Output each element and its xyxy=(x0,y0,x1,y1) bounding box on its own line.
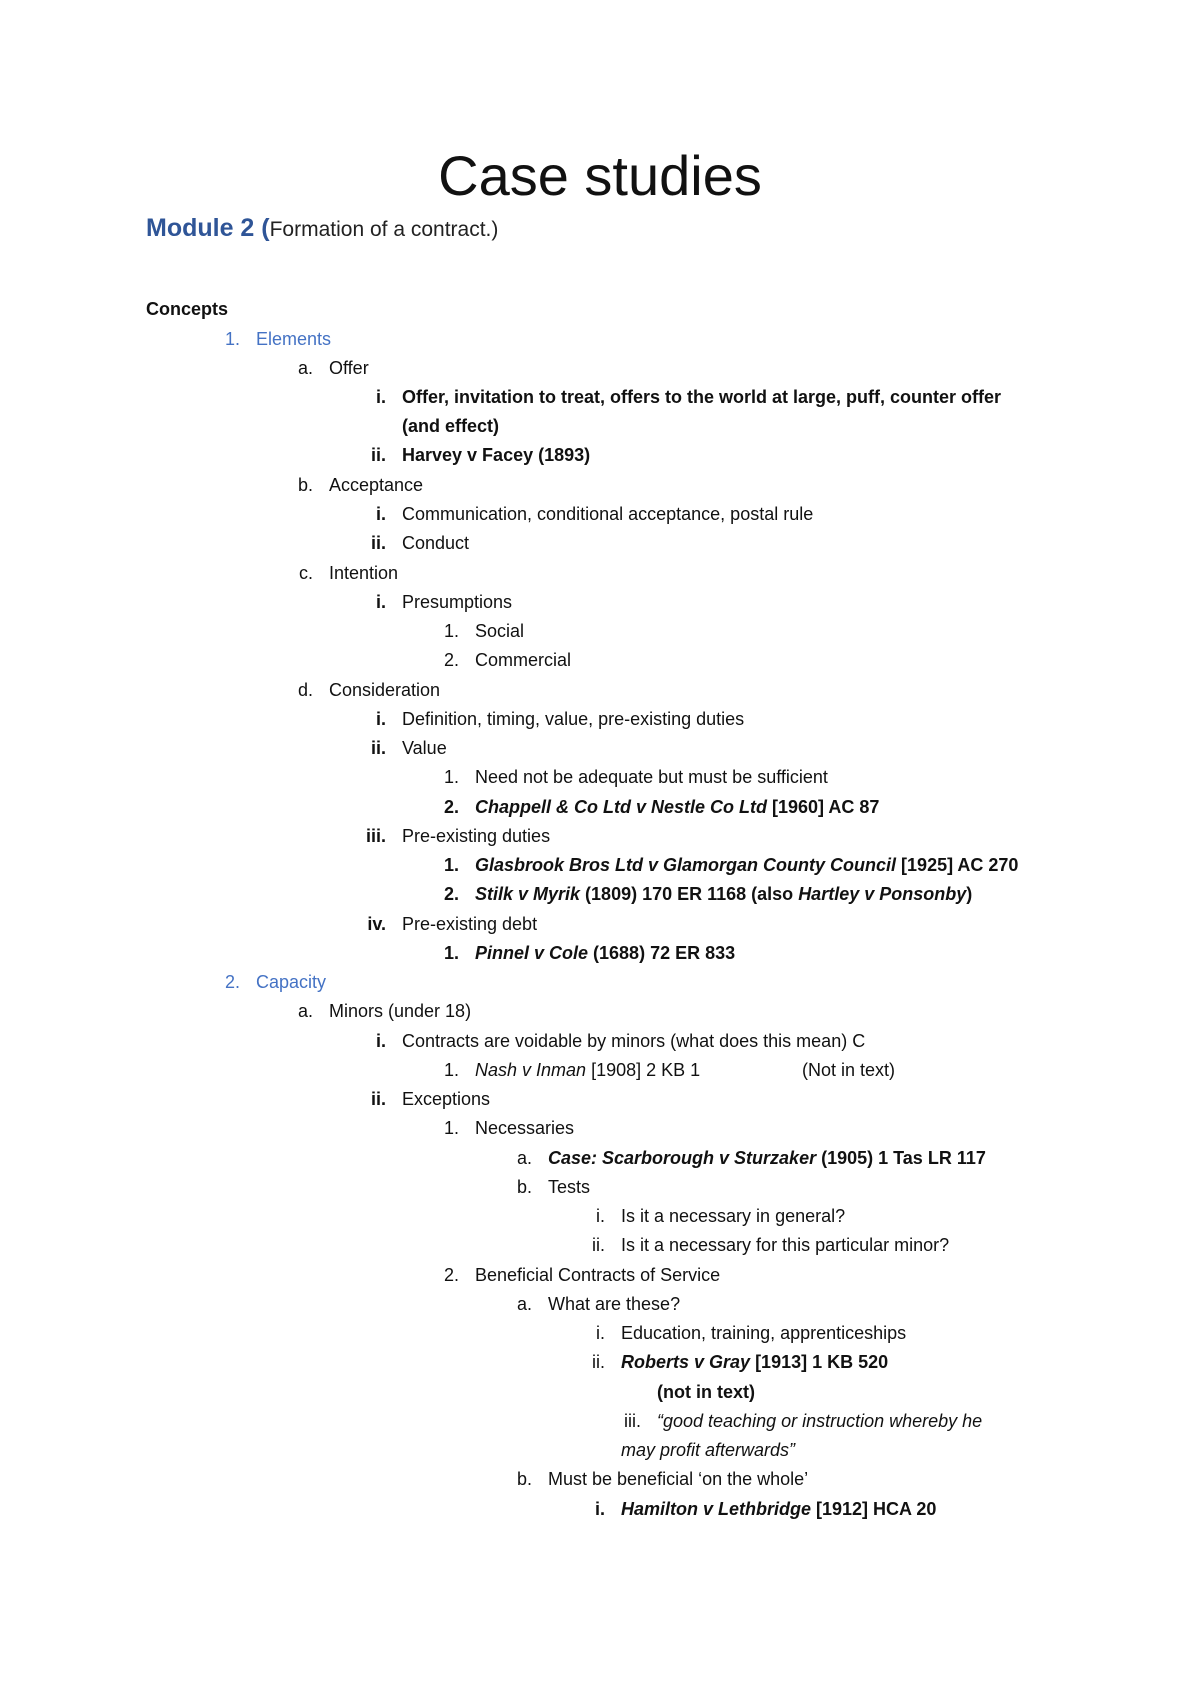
list-marker: b. xyxy=(516,1177,532,1197)
outline-item xyxy=(596,1202,846,1231)
page-title: Case studies xyxy=(438,144,762,207)
outline-text: Presumptions xyxy=(402,592,513,612)
outline-item xyxy=(443,851,1019,880)
outline-item xyxy=(624,1407,983,1436)
concepts-heading: Concepts xyxy=(146,299,229,319)
outline-item xyxy=(621,1436,795,1465)
outline-item xyxy=(594,1495,937,1524)
outline-text: Offer, invitation to treat, offers to the world at large, puff, counter offer xyxy=(402,387,1002,407)
outline-text: Pre-existing debt xyxy=(402,914,538,934)
outline-item xyxy=(443,646,572,675)
list-marker: 1. xyxy=(443,943,459,963)
outline-text: What are these? xyxy=(548,1294,681,1314)
outline-item xyxy=(443,1261,721,1290)
outline-text: Value xyxy=(402,738,447,758)
outline-text: Must be beneficial ‘on the whole’ xyxy=(548,1469,809,1489)
outline-text: may profit afterwards” xyxy=(621,1440,796,1460)
outline-text: Consideration xyxy=(329,680,441,700)
outline-item xyxy=(367,910,538,939)
outline-text: Offer xyxy=(329,358,369,378)
outline-text: (1688) 72 ER 833 xyxy=(588,943,736,963)
outline-text: Hartley v Ponsonby xyxy=(798,884,967,904)
outline-item xyxy=(516,1144,986,1173)
list-marker: a. xyxy=(516,1148,532,1168)
outline-text: [1960] AC 87 xyxy=(767,797,880,817)
list-marker: 2. xyxy=(443,797,459,817)
outline-item xyxy=(375,383,1002,412)
outline-item xyxy=(297,354,369,383)
outline-text: [1908] 2 KB 1 xyxy=(586,1060,701,1080)
list-marker: i. xyxy=(375,387,386,407)
list-marker: i. xyxy=(594,1499,605,1519)
outline-item xyxy=(402,412,499,441)
list-marker: d. xyxy=(297,680,313,700)
outline-item xyxy=(375,500,814,529)
outline-text: Education, training, apprenticeships xyxy=(621,1323,907,1343)
list-marker: 2. xyxy=(443,650,459,670)
outline-text: Contracts are voidable by minors (what does this mean) C xyxy=(402,1031,866,1051)
outline-item xyxy=(443,1114,575,1143)
list-marker: 1. xyxy=(224,329,240,349)
outline-text: Chappell & Co Ltd v Nestle Co Ltd xyxy=(475,797,768,817)
outline-text: Acceptance xyxy=(329,475,424,495)
list-marker: i. xyxy=(375,709,386,729)
outline-item xyxy=(592,1348,889,1377)
outline-text: Exceptions xyxy=(402,1089,491,1109)
outline-text: Definition, timing, value, pre-existing duties xyxy=(402,709,745,729)
outline-item xyxy=(224,968,327,997)
list-marker: a. xyxy=(297,1001,313,1021)
list-marker: iii. xyxy=(624,1411,641,1431)
outline-item xyxy=(297,471,424,500)
outline-text: [1925] AC 270 xyxy=(896,855,1019,875)
outline-text: Case: Scarborough v Sturzaker xyxy=(548,1148,817,1168)
outline-text: Conduct xyxy=(402,533,470,553)
list-marker: 1. xyxy=(443,767,459,787)
list-marker: i. xyxy=(375,1031,386,1051)
outline-text: (1809) 170 ER 1168 (also xyxy=(580,884,799,904)
outline-text: (not in text) xyxy=(657,1382,755,1402)
outline-item xyxy=(657,1378,755,1407)
outline-item xyxy=(370,441,591,470)
outline-item xyxy=(298,559,399,588)
outline-item xyxy=(802,1056,895,1085)
outline-text: (and effect) xyxy=(402,416,500,436)
list-marker: ii. xyxy=(370,1089,386,1109)
outline-text: (1905) 1 Tas LR 117 xyxy=(816,1148,986,1168)
list-marker: 2. xyxy=(443,1265,459,1285)
outline-item xyxy=(516,1290,681,1319)
outline-item xyxy=(370,1085,491,1114)
list-marker: 2. xyxy=(443,884,459,904)
outline-text: [1913] 1 KB 520 xyxy=(750,1352,889,1372)
outline-item xyxy=(443,793,880,822)
outline-text: Tests xyxy=(548,1177,591,1197)
module-subtitle: Formation of a contract.) xyxy=(269,218,499,241)
outline-text: Capacity xyxy=(256,972,327,992)
outline-item xyxy=(443,617,525,646)
outline-text: (Not in text) xyxy=(802,1060,896,1080)
outline-item xyxy=(375,588,513,617)
list-marker: 1. xyxy=(443,621,459,641)
outline-text: Intention xyxy=(329,563,399,583)
outline-item xyxy=(224,325,332,354)
outline-item xyxy=(297,676,441,705)
module-heading xyxy=(146,211,498,247)
outline-text: Pre-existing duties xyxy=(402,826,551,846)
list-marker: 1. xyxy=(443,1060,459,1080)
list-marker: a. xyxy=(516,1294,532,1314)
list-marker: b. xyxy=(516,1469,532,1489)
list-marker: i. xyxy=(375,592,386,612)
outline-text: ) xyxy=(966,884,973,904)
outline-text: Commercial xyxy=(475,650,572,670)
list-marker: ii. xyxy=(370,445,386,465)
outline-text: Stilk v Myrik xyxy=(475,884,581,904)
list-marker: ii. xyxy=(370,533,386,553)
outline-text: Communication, conditional acceptance, postal rule xyxy=(402,504,814,524)
outline-item xyxy=(596,1319,907,1348)
list-marker: b. xyxy=(297,475,313,495)
outline-item xyxy=(443,763,828,792)
outline-text: Beneficial Contracts of Service xyxy=(475,1265,721,1285)
outline-text: Elements xyxy=(256,329,332,349)
outline-item xyxy=(443,1056,701,1085)
outline-item xyxy=(297,997,472,1026)
outline-text: Nash v Inman xyxy=(475,1060,587,1080)
list-marker: ii. xyxy=(592,1235,605,1255)
list-marker: 1. xyxy=(443,1118,459,1138)
module-label: Module 2 ( xyxy=(146,214,270,242)
outline-text: Hamilton v Lethbridge xyxy=(621,1499,812,1519)
outline-text: Harvey v Facey (1893) xyxy=(402,445,591,465)
outline-text: Pinnel v Cole xyxy=(475,943,589,963)
list-marker: ii. xyxy=(592,1352,605,1372)
list-marker: i. xyxy=(596,1323,605,1343)
outline-text: Roberts v Gray xyxy=(621,1352,751,1372)
outline-text: Social xyxy=(475,621,525,641)
outline-item xyxy=(516,1465,809,1494)
outline-item xyxy=(516,1173,591,1202)
outline-item xyxy=(443,939,736,968)
outline-text: Minors (under 18) xyxy=(329,1001,472,1021)
outline-item xyxy=(443,880,973,909)
outline-item xyxy=(370,734,447,763)
outline-text: [1912] HCA 20 xyxy=(811,1499,937,1519)
list-marker: i. xyxy=(596,1206,605,1226)
outline-text: Need not be adequate but must be sufficient xyxy=(475,767,828,787)
outline-text: Is it a necessary for this particular minor? xyxy=(621,1235,950,1255)
outline-item xyxy=(592,1231,950,1260)
list-marker: a. xyxy=(297,358,313,378)
outline-text: Necessaries xyxy=(475,1118,575,1138)
outline-item xyxy=(375,705,745,734)
list-marker: c. xyxy=(298,563,313,583)
list-marker: 2. xyxy=(224,972,240,992)
list-marker: iii. xyxy=(365,826,386,846)
outline-item xyxy=(365,822,551,851)
list-marker: ii. xyxy=(370,738,386,758)
outline-text: “good teaching or instruction whereby he xyxy=(657,1411,983,1431)
list-marker: 1. xyxy=(443,855,459,875)
list-marker: iv. xyxy=(367,914,386,934)
outline-text: Is it a necessary in general? xyxy=(621,1206,846,1226)
outline-item xyxy=(370,529,470,558)
outline-item xyxy=(375,1027,866,1056)
list-marker: i. xyxy=(375,504,386,524)
outline-text: Glasbrook Bros Ltd v Glamorgan County Council xyxy=(475,855,897,875)
